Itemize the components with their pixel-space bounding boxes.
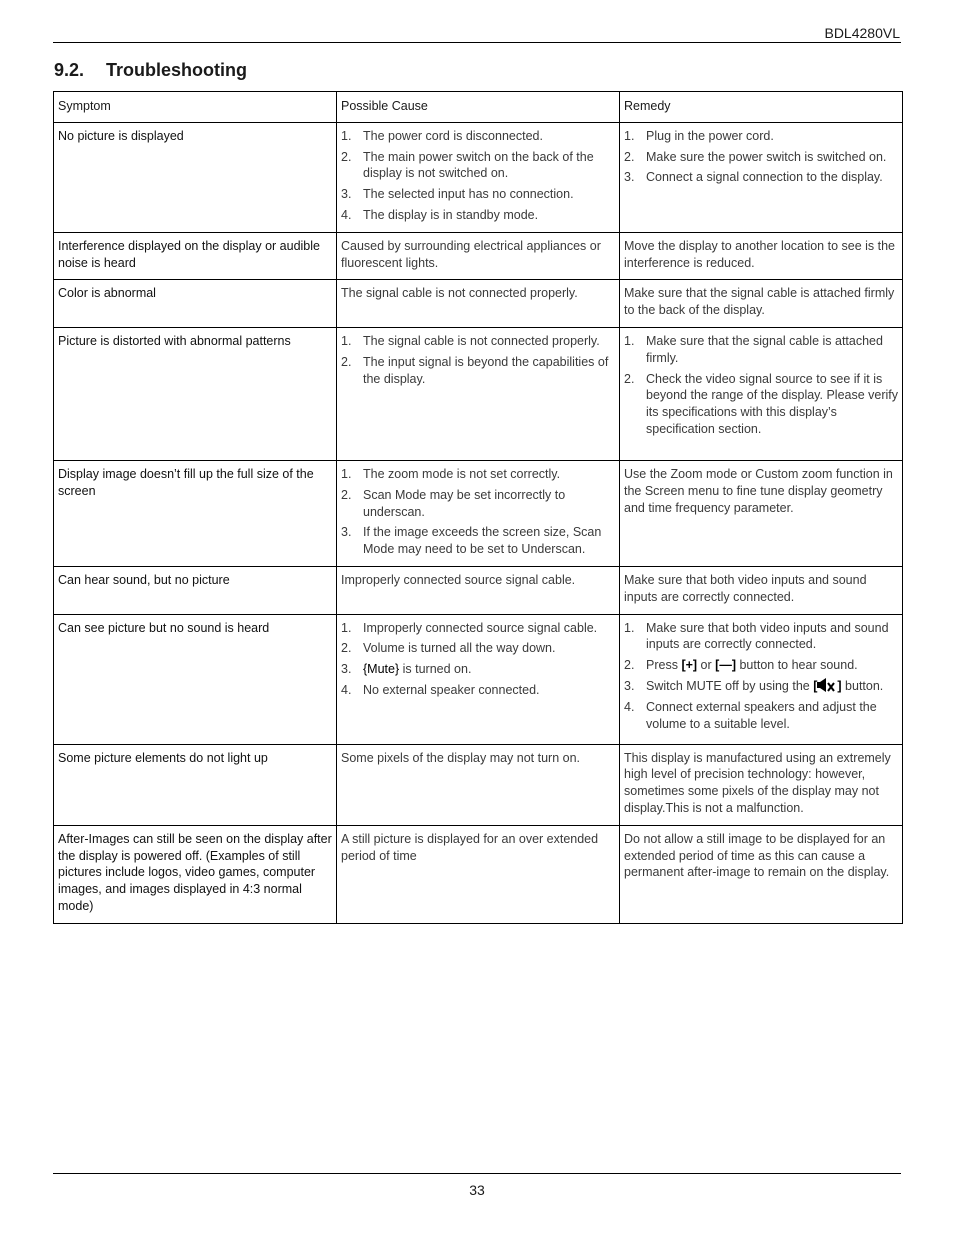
- troubleshooting-table: [53, 91, 903, 924]
- list-item: 3. If the image exceeds the screen size, Scan Mode may need to be set to Underscan.: [341, 525, 602, 557]
- remedy-cell: Use the Zoom mode or Custom zoom function in the Screen menu to fine tune display geometry and time frequency parameter.: [620, 460, 903, 566]
- remedy-cell: Make sure that the signal cable is attached firmly to the back of the display.: [620, 280, 903, 328]
- remedy-cell: This display is manufactured using an extremely high level of precision technology: however, sometimes some pixels of the display may not display.This is not a malfunction.: [620, 744, 903, 825]
- remedy-cell: [620, 614, 903, 744]
- section-number: 9.2.: [54, 60, 85, 80]
- minus-key-icon: [—]: [715, 658, 736, 673]
- list-item: 3. The selected input has no connection.: [341, 187, 574, 202]
- model-number: BDL4280VL: [824, 25, 900, 41]
- list-item: 4. Connect external speakers and adjust the volume to a suitable level.: [624, 699, 877, 731]
- table-row: [54, 566, 903, 614]
- list-item: 4. The display is in standby mode.: [341, 207, 539, 222]
- symptom-cell: Display image doesn’t fill up the full size of the screen: [54, 460, 337, 566]
- list-item: 1. Improperly connected source signal cable.: [341, 620, 598, 635]
- list-item: 1. The signal cable is not connected properly.: [341, 333, 600, 348]
- remedy-list: [624, 333, 898, 438]
- table-row: [54, 232, 903, 280]
- table-row: [54, 280, 903, 328]
- cause-cell: Caused by surrounding electrical appliances or fluorescent lights.: [337, 232, 620, 280]
- remedy-cell: Do not allow a still image to be displayed for an extended period of time as this can cause a permanent after-image to remain on the display.: [620, 825, 903, 923]
- symptom-cell: Picture is distorted with abnormal patterns: [54, 327, 337, 460]
- symptom-cell: Some picture elements do not light up: [54, 744, 337, 825]
- table-row: [54, 825, 903, 923]
- list-item: 1. Plug in the power cord.: [624, 128, 774, 143]
- list-item: 2. Volume is turned all the way down.: [341, 641, 556, 656]
- list-item: 1. The zoom mode is not set correctly.: [341, 466, 561, 481]
- cause-cell: [337, 614, 620, 744]
- cause-cell: [337, 460, 620, 566]
- cause-cell: Some pixels of the display may not turn on.: [337, 744, 620, 825]
- cause-cell: A still picture is displayed for an over extended period of time: [337, 825, 620, 923]
- table-row: [54, 327, 903, 460]
- page-number: 33: [469, 1182, 485, 1198]
- table-row: [54, 614, 903, 744]
- table-header-row: [54, 92, 903, 123]
- cause-list: [341, 333, 615, 387]
- column-header-symptom: Symptom: [54, 92, 337, 123]
- remedy-cell: Make sure that both video inputs and sound inputs are correctly connected.: [620, 566, 903, 614]
- list-item: 2. Check the video signal source to see if it is beyond the range of the display. Please verify its specifications with this display’s specification section.: [624, 371, 899, 436]
- list-item: 4. No external speaker connected.: [341, 682, 540, 697]
- symptom-cell: Can see picture but no sound is heard: [54, 614, 337, 744]
- mute-icon: [817, 678, 837, 695]
- symptom-cell: Can hear sound, but no picture: [54, 566, 337, 614]
- list-item: 3. Switch MUTE off by using the [ ] button.: [624, 678, 884, 693]
- list-item: 2. Make sure the power switch is switched on.: [624, 149, 887, 164]
- list-item: 1. Make sure that the signal cable is attached firmly.: [624, 333, 883, 365]
- remedy-list: [624, 620, 898, 733]
- remedy-cell: Move the display to another location to see is the interference is reduced.: [620, 232, 903, 280]
- section-heading: [54, 60, 247, 81]
- list-item: 2. The input signal is beyond the capabilities of the display.: [341, 354, 609, 386]
- list-item: 1. The power cord is disconnected.: [341, 128, 543, 143]
- list-item: 2. Press [+] or [—] button to hear sound.: [624, 658, 858, 673]
- column-header-cause: Possible Cause: [337, 92, 620, 123]
- remedy-list: [624, 128, 898, 186]
- mute-label: {Mute}: [363, 662, 400, 677]
- cause-list: [341, 466, 615, 558]
- column-header-remedy: Remedy: [620, 92, 903, 123]
- table-row: [54, 744, 903, 825]
- list-item: 3. Connect a signal connection to the display.: [624, 170, 883, 185]
- cause-cell: [337, 327, 620, 460]
- header-divider: [53, 42, 901, 43]
- section-title: Troubleshooting: [106, 60, 247, 80]
- footer-divider: [53, 1173, 901, 1174]
- remedy-cell: [620, 327, 903, 460]
- cause-list: [341, 620, 615, 699]
- plus-key-icon: [+]: [681, 658, 698, 673]
- symptom-cell: Color is abnormal: [54, 280, 337, 328]
- table-row: [54, 460, 903, 566]
- remedy-cell: [620, 122, 903, 232]
- list-item: 2. Scan Mode may be set incorrectly to underscan.: [341, 487, 566, 519]
- list-item: 1. Make sure that both video inputs and sound inputs are correctly connected.: [624, 620, 889, 652]
- symptom-cell: No picture is displayed: [54, 122, 337, 232]
- list-item: 3. {Mute} is turned on.: [341, 662, 472, 677]
- list-item: 2. The main power switch on the back of the display is not switched on.: [341, 149, 594, 181]
- symptom-cell: After-Images can still be seen on the display after the display is powered off. (Examples of still pictures include logos, video games, computer images, and images displayed in 4:3 normal mode): [54, 825, 337, 923]
- cause-cell: [337, 122, 620, 232]
- cause-cell: Improperly connected source signal cable.: [337, 566, 620, 614]
- table-row: [54, 122, 903, 232]
- cause-cell: The signal cable is not connected properly.: [337, 280, 620, 328]
- symptom-cell: Interference displayed on the display or audible noise is heard: [54, 232, 337, 280]
- cause-list: [341, 128, 615, 224]
